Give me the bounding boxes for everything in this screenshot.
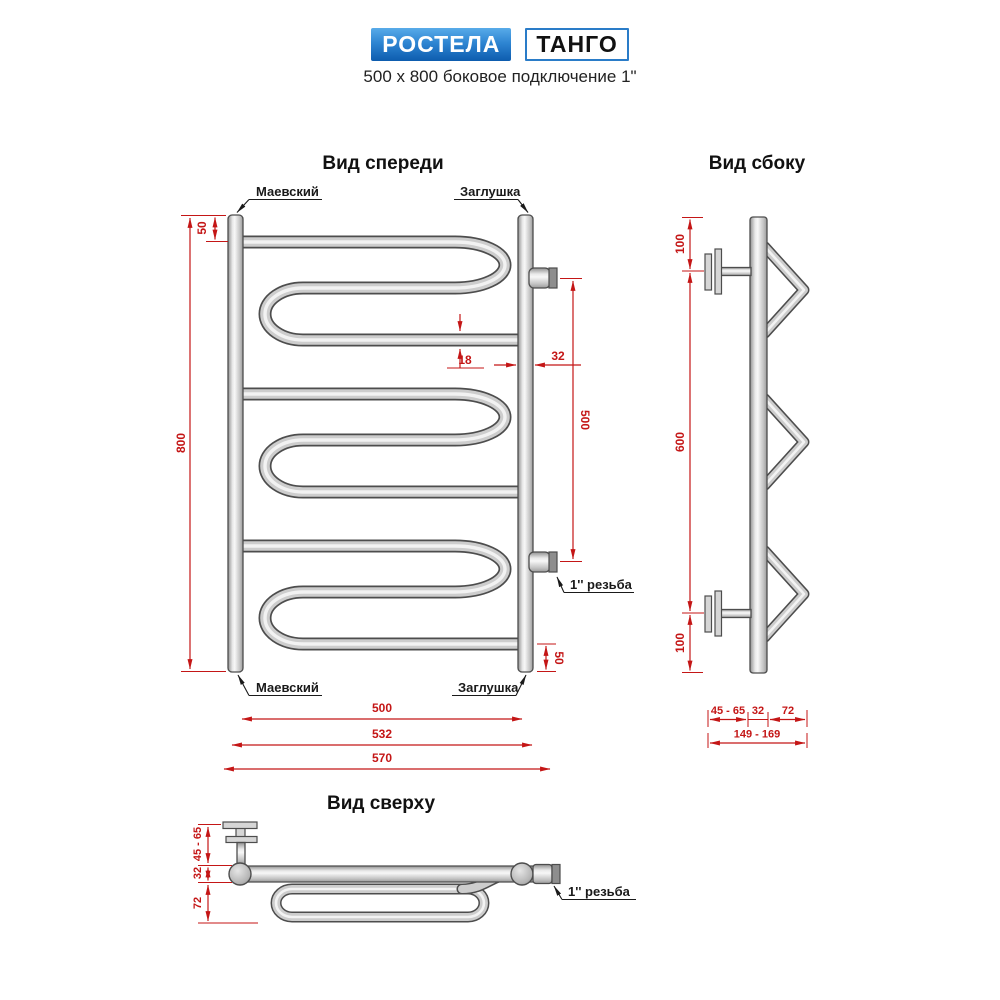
side-dim-top-text: 100 — [673, 233, 687, 255]
top-right-riser-end — [511, 863, 533, 885]
front-dim-top-offset-text: 50 — [195, 221, 209, 235]
front-dim-tube-diameter-text: 18 — [458, 353, 472, 367]
front-label-thread — [557, 577, 634, 593]
top-dim-bracket-depth-text: 45 - 65 — [192, 826, 204, 862]
side-dim-total-depth-text: 149 - 169 — [733, 728, 781, 741]
side-collector-tube — [750, 217, 767, 673]
model-logo: ТАНГО — [525, 28, 628, 61]
side-dim-bottom-text: 100 — [673, 632, 687, 654]
product-subtitle: 500 х 800 боковое подключение 1" — [363, 67, 637, 86]
side-dim-middle-text: 600 — [673, 431, 687, 453]
top-connection-fitting — [533, 865, 560, 884]
front-left-collector-tube — [228, 215, 243, 672]
side-dim-coil-depth-text: 72 — [781, 705, 795, 717]
front-dim-bottom-offset-text: 50 — [552, 651, 566, 665]
top-collector-tube — [244, 866, 538, 882]
side-coil-3 — [765, 551, 804, 637]
front-dim-bottom-offset — [537, 644, 566, 672]
front-label-plug-top — [454, 184, 528, 213]
front-connection-fitting-top — [529, 268, 557, 288]
svg-text:Маевский: Маевский — [256, 680, 319, 695]
front-dim-collector-diameter — [494, 349, 581, 365]
front-dim-height-text: 800 — [174, 432, 188, 454]
svg-text:Маевский: Маевский — [256, 184, 319, 199]
top-left-riser-end — [229, 863, 251, 885]
front-dim-connection-spacing — [560, 279, 592, 562]
front-view-title: Вид спереди — [322, 153, 444, 174]
side-coil-2 — [765, 399, 804, 485]
front-view — [174, 153, 634, 769]
svg-text:1'' резьба: 1'' резьба — [568, 884, 630, 899]
top-view — [192, 793, 636, 923]
side-dim-column — [673, 218, 704, 673]
top-wall-bracket — [223, 822, 257, 865]
front-dim-width-total — [224, 751, 550, 769]
front-dim-height — [174, 216, 226, 672]
top-dim-tube-text: 32 — [192, 866, 204, 880]
side-dim-bracket-depth-text: 45 - 65 — [710, 705, 746, 717]
front-dim-width-outer-text: 532 — [371, 727, 393, 741]
top-label-thread — [554, 884, 636, 900]
front-connection-fitting-bottom — [529, 552, 557, 572]
front-label-maevsky-top — [237, 184, 322, 213]
front-dim-connection-spacing-text: 500 — [578, 409, 592, 431]
front-dim-width-outer — [232, 727, 532, 745]
side-view — [673, 153, 807, 748]
front-label-plug-bottom — [452, 675, 526, 696]
svg-text:1'' резьба: 1'' резьба — [570, 577, 632, 592]
top-view-title: Вид сверху — [326, 793, 436, 814]
side-coil-1 — [765, 247, 804, 333]
front-dim-width-connections-text: 500 — [371, 701, 393, 715]
front-dim-width-total-text: 570 — [371, 751, 393, 765]
front-dim-width-connections — [242, 701, 522, 719]
front-label-maevsky-bottom — [238, 675, 322, 696]
front-dim-collector-diameter-text: 32 — [551, 349, 565, 363]
side-view-title: Вид сбоку — [708, 153, 806, 174]
side-dim-depths — [708, 705, 807, 748]
side-wall-bracket-top — [705, 249, 751, 294]
side-dim-tube-text: 32 — [751, 705, 765, 717]
front-serpentine-coil-2 — [240, 394, 521, 492]
front-serpentine-coil-1 — [240, 242, 521, 340]
svg-text:Заглушка: Заглушка — [458, 680, 519, 695]
front-dim-top-offset — [195, 218, 228, 242]
brand-logo: РОСТЕЛА — [371, 28, 511, 61]
svg-text:Заглушка: Заглушка — [460, 184, 521, 199]
side-wall-bracket-bottom — [705, 591, 751, 636]
front-serpentine-coil-3 — [240, 546, 521, 644]
top-dim-coil-depth-text: 72 — [192, 896, 204, 910]
